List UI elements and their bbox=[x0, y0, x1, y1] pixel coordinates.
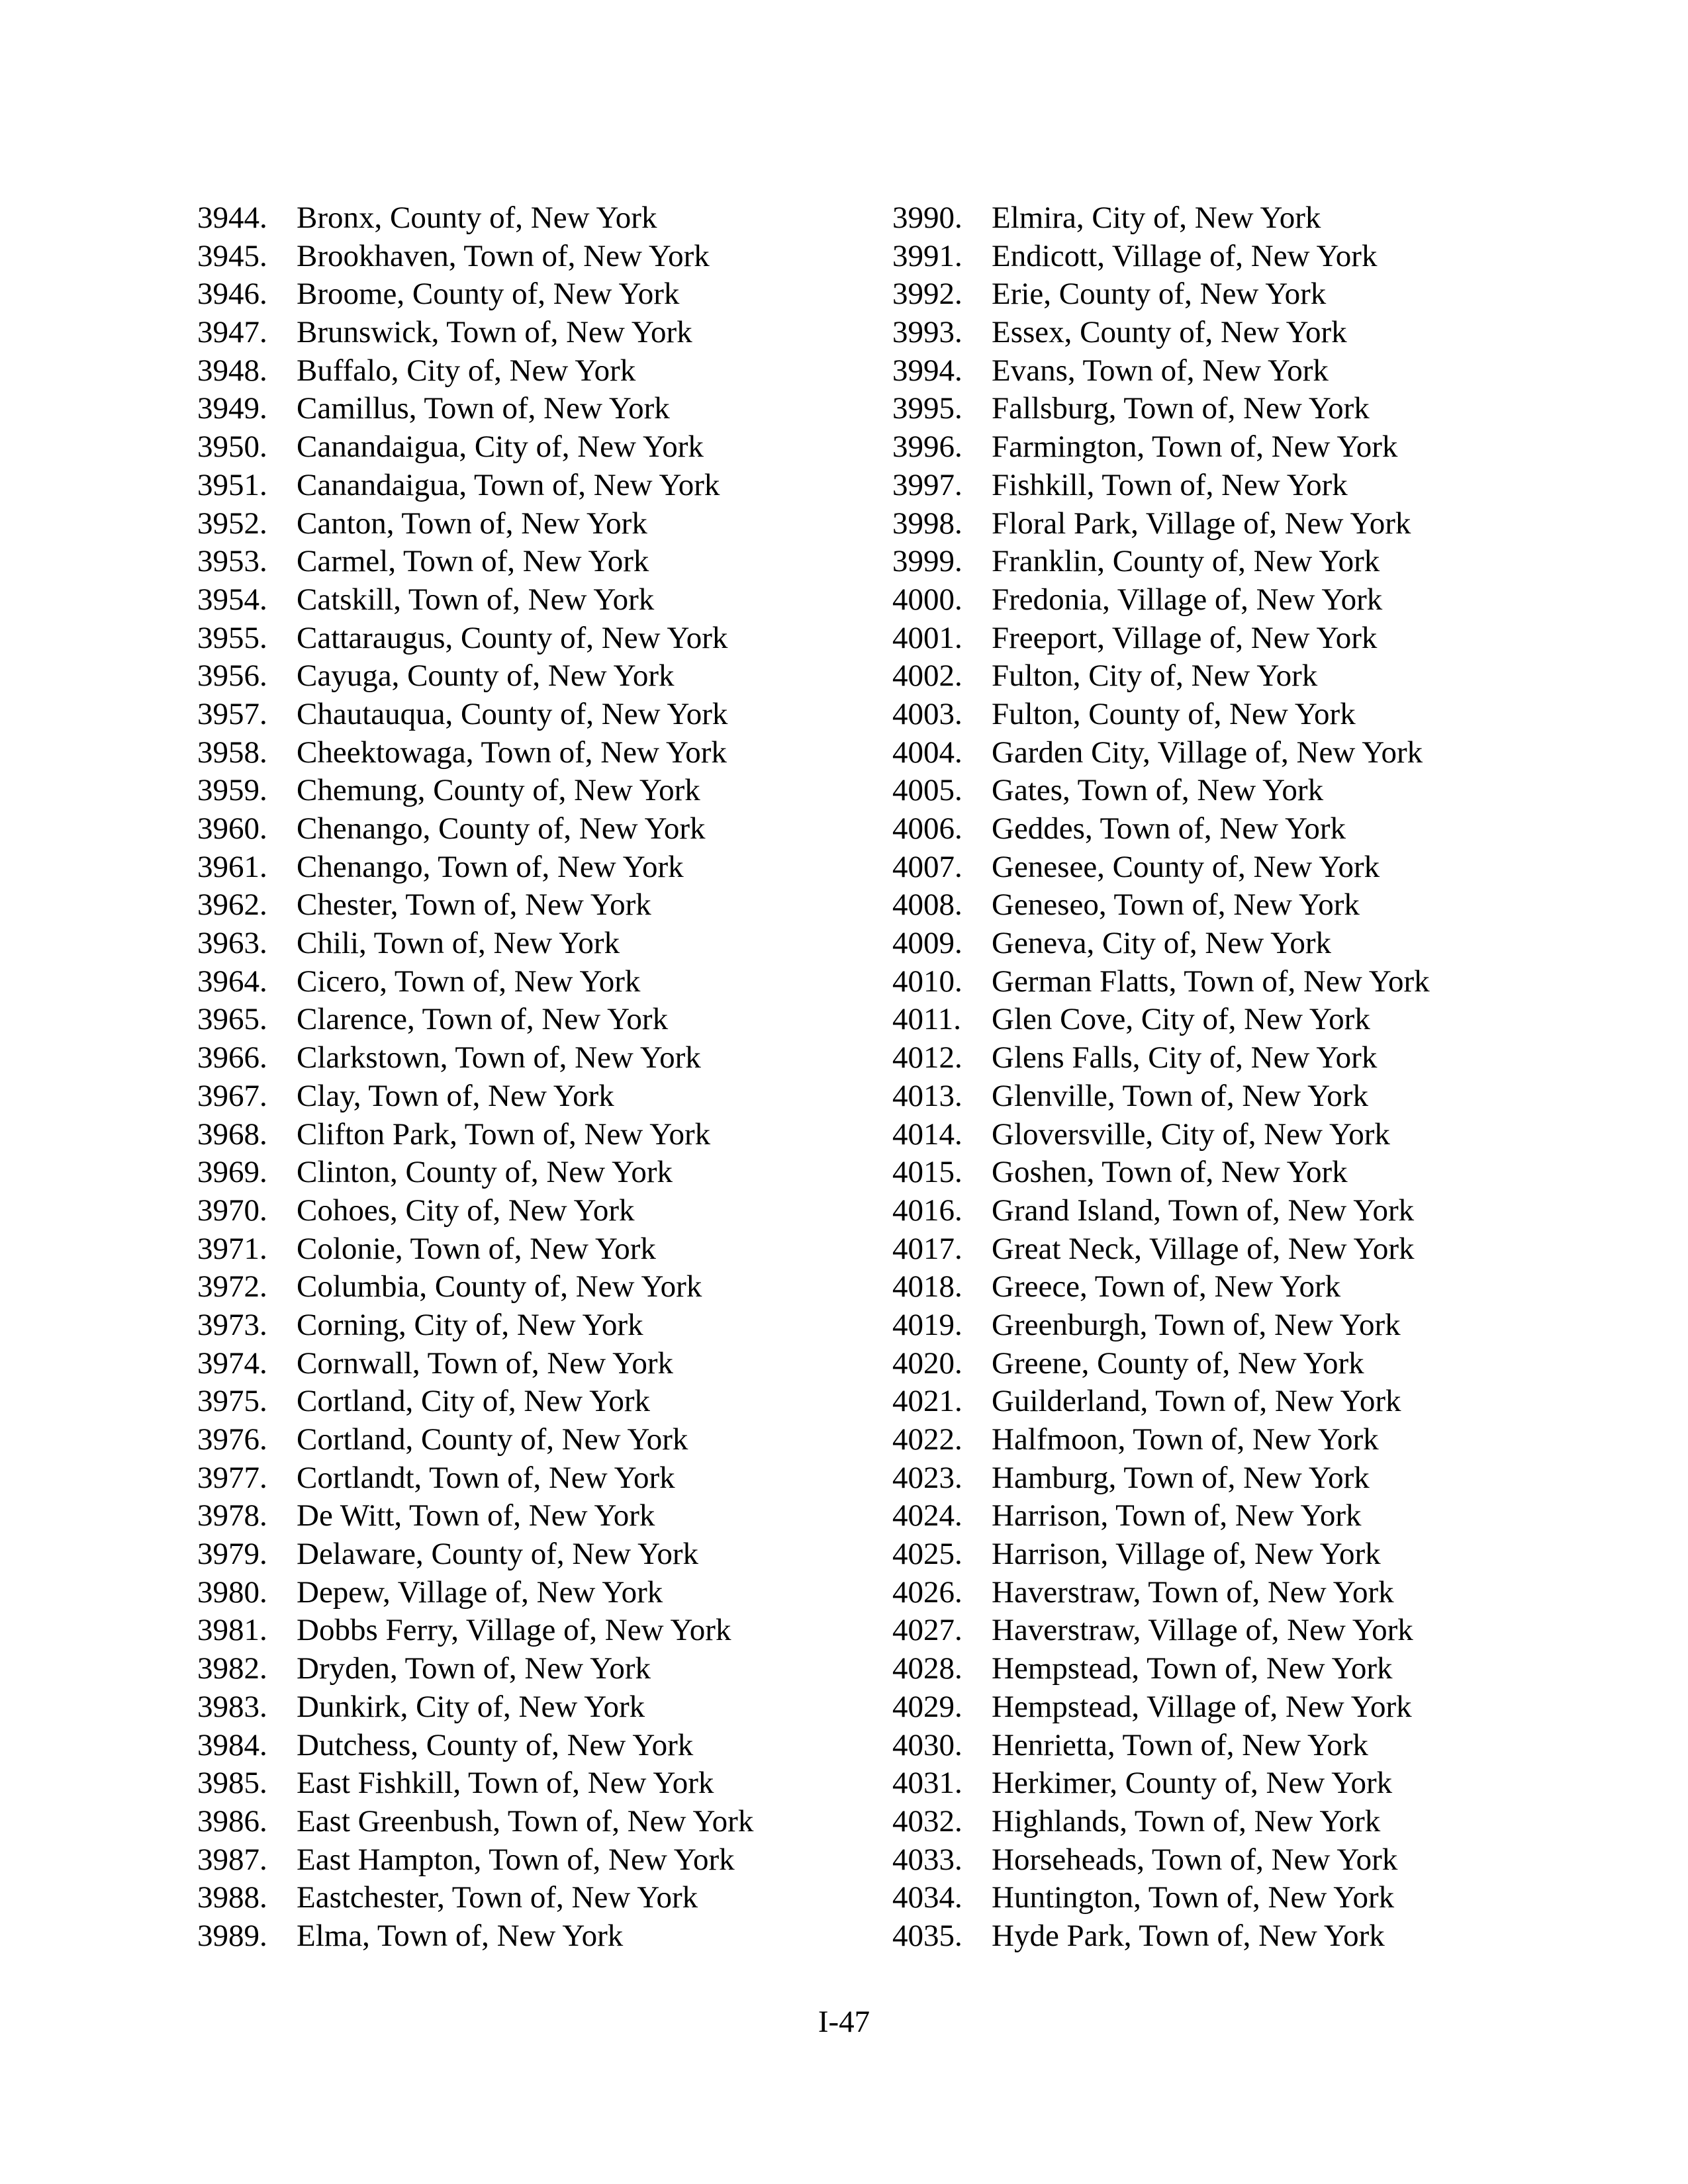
list-item bbox=[197, 1879, 859, 1917]
list-item bbox=[892, 1574, 1554, 1612]
list-item bbox=[197, 1688, 859, 1727]
entry-number: 3980. bbox=[197, 1574, 267, 1610]
list-item bbox=[197, 467, 859, 505]
list-item bbox=[892, 543, 1554, 581]
list-item bbox=[197, 696, 859, 734]
entry-number: 3956. bbox=[197, 659, 267, 694]
entry-number: 3992. bbox=[892, 277, 962, 312]
entry-number: 4011. bbox=[892, 1002, 962, 1037]
entry-name: Fredonia, Village of, New York bbox=[992, 582, 1383, 617]
list-item bbox=[892, 734, 1554, 772]
list-item bbox=[197, 581, 859, 619]
entry-name: Elmira, City of, New York bbox=[992, 201, 1321, 235]
entry-name: Cheektowaga, Town of, New York bbox=[297, 735, 727, 770]
list-item bbox=[197, 1803, 859, 1841]
entry-number: 4032. bbox=[892, 1803, 962, 1839]
entry-number: 3981. bbox=[197, 1613, 267, 1648]
entry-number: 3949. bbox=[197, 391, 267, 426]
entry-number: 3996. bbox=[892, 430, 962, 465]
list-item bbox=[892, 772, 1554, 810]
entry-name: Buffalo, City of, New York bbox=[297, 353, 636, 388]
entry-name: Dutchess, County of, New York bbox=[297, 1727, 694, 1762]
list-item bbox=[197, 1154, 859, 1192]
entry-name: Greene, County of, New York bbox=[992, 1345, 1364, 1381]
list-item bbox=[197, 1535, 859, 1574]
entry-number: 4002. bbox=[892, 659, 962, 694]
entry-name: Bronx, County of, New York bbox=[297, 201, 657, 235]
list-item bbox=[197, 772, 859, 810]
entry-number: 4013. bbox=[892, 1078, 962, 1113]
entry-name: Essex, County of, New York bbox=[992, 315, 1347, 350]
entry-name: Erie, County of, New York bbox=[992, 277, 1327, 312]
entry-name: Geneseo, Town of, New York bbox=[992, 887, 1360, 923]
entry-name: Brunswick, Town of, New York bbox=[297, 315, 692, 350]
list-item bbox=[197, 886, 859, 925]
list-item bbox=[197, 1764, 859, 1803]
list-item bbox=[892, 963, 1554, 1001]
list-item bbox=[197, 390, 859, 428]
list-item bbox=[197, 1230, 859, 1269]
entry-name: Dryden, Town of, New York bbox=[297, 1651, 651, 1686]
entry-name: Cortlandt, Town of, New York bbox=[297, 1460, 675, 1495]
entry-name: Herkimer, County of, New York bbox=[992, 1766, 1393, 1801]
entry-number: 3984. bbox=[197, 1727, 267, 1762]
list-item bbox=[197, 619, 859, 658]
entry-number: 3952. bbox=[197, 506, 267, 541]
list-item bbox=[892, 1459, 1554, 1498]
entry-number: 3947. bbox=[197, 315, 267, 350]
entry-name: Broome, County of, New York bbox=[297, 277, 680, 312]
list-item bbox=[892, 1841, 1554, 1880]
list-item bbox=[197, 543, 859, 581]
entry-number: 4006. bbox=[892, 811, 962, 846]
entry-number: 4029. bbox=[892, 1689, 962, 1724]
entry-number: 3959. bbox=[197, 773, 267, 808]
list-item bbox=[197, 199, 859, 238]
list-item bbox=[892, 467, 1554, 505]
list-item bbox=[892, 1116, 1554, 1154]
entry-name: Haverstraw, Village of, New York bbox=[992, 1613, 1413, 1648]
list-item bbox=[892, 696, 1554, 734]
entry-number: 4031. bbox=[892, 1766, 962, 1801]
list-item bbox=[197, 1306, 859, 1345]
list-item bbox=[197, 925, 859, 963]
entry-name: Harrison, Village of, New York bbox=[992, 1537, 1381, 1572]
entry-name: Depew, Village of, New York bbox=[297, 1574, 663, 1610]
entry-number: 4035. bbox=[892, 1918, 962, 1953]
entry-name: Endicott, Village of, New York bbox=[992, 238, 1378, 273]
list-item bbox=[892, 886, 1554, 925]
entry-number: 3995. bbox=[892, 391, 962, 426]
list-item bbox=[892, 1421, 1554, 1459]
list-item bbox=[197, 314, 859, 352]
entry-name: Farmington, Town of, New York bbox=[992, 430, 1398, 465]
entry-number: 3993. bbox=[892, 315, 962, 350]
entry-name: Halfmoon, Town of, New York bbox=[992, 1422, 1379, 1457]
list-item bbox=[892, 1039, 1554, 1077]
list-item bbox=[892, 1001, 1554, 1039]
entry-name: Carmel, Town of, New York bbox=[297, 544, 649, 579]
entry-number: 3988. bbox=[197, 1880, 267, 1915]
entry-number: 4021. bbox=[892, 1384, 962, 1419]
entry-number: 3946. bbox=[197, 277, 267, 312]
list-item bbox=[892, 1383, 1554, 1421]
entry-number: 3950. bbox=[197, 430, 267, 465]
list-item bbox=[892, 925, 1554, 963]
list-item bbox=[197, 505, 859, 543]
list-item bbox=[892, 1650, 1554, 1688]
entry-name: Colonie, Town of, New York bbox=[297, 1231, 656, 1266]
entry-name: Cortland, County of, New York bbox=[297, 1422, 688, 1457]
entry-number: 4027. bbox=[892, 1613, 962, 1648]
entry-name: Guilderland, Town of, New York bbox=[992, 1384, 1401, 1419]
list-item bbox=[892, 1917, 1554, 1956]
entry-name: Corning, City of, New York bbox=[297, 1307, 643, 1342]
entry-name: Glen Cove, City of, New York bbox=[992, 1002, 1370, 1037]
entry-name: Cortland, City of, New York bbox=[297, 1384, 650, 1419]
entry-number: 4025. bbox=[892, 1537, 962, 1572]
entry-name: Floral Park, Village of, New York bbox=[992, 506, 1411, 541]
entry-number: 3968. bbox=[197, 1116, 267, 1152]
list-item bbox=[892, 1154, 1554, 1192]
list-item bbox=[892, 199, 1554, 238]
entry-number: 3977. bbox=[197, 1460, 267, 1495]
entry-number: 3963. bbox=[197, 926, 267, 961]
right-column-list bbox=[892, 199, 1554, 1956]
list-item bbox=[892, 1345, 1554, 1383]
list-item bbox=[197, 275, 859, 314]
list-item bbox=[892, 238, 1554, 276]
entry-number: 3978. bbox=[197, 1498, 267, 1533]
entry-name: Fallsburg, Town of, New York bbox=[992, 391, 1370, 426]
entry-number: 3976. bbox=[197, 1422, 267, 1457]
entry-number: 4012. bbox=[892, 1040, 962, 1075]
entry-number: 4033. bbox=[892, 1842, 962, 1877]
entry-number: 3979. bbox=[197, 1537, 267, 1572]
entry-number: 4028. bbox=[892, 1651, 962, 1686]
entry-number: 3966. bbox=[197, 1040, 267, 1075]
entry-number: 3957. bbox=[197, 696, 267, 731]
entry-number: 3955. bbox=[197, 620, 267, 655]
entry-name: Glens Falls, City of, New York bbox=[992, 1040, 1378, 1075]
list-item bbox=[197, 1650, 859, 1688]
list-item bbox=[197, 848, 859, 887]
list-item bbox=[197, 1497, 859, 1535]
entry-name: Dobbs Ferry, Village of, New York bbox=[297, 1613, 731, 1648]
entry-name: Haverstraw, Town of, New York bbox=[992, 1574, 1394, 1610]
entry-name: Freeport, Village of, New York bbox=[992, 620, 1378, 655]
entry-name: Gloversville, City of, New York bbox=[992, 1116, 1390, 1152]
entry-number: 4030. bbox=[892, 1727, 962, 1762]
entry-name: Geneva, City of, New York bbox=[992, 926, 1332, 961]
entry-name: Brookhaven, Town of, New York bbox=[297, 238, 710, 273]
entry-number: 3982. bbox=[197, 1651, 267, 1686]
entry-name: Chenango, County of, New York bbox=[297, 811, 706, 846]
entry-number: 3945. bbox=[197, 238, 267, 273]
entry-name: East Greenbush, Town of, New York bbox=[297, 1803, 754, 1839]
list-item bbox=[197, 1459, 859, 1498]
entry-number: 4022. bbox=[892, 1422, 962, 1457]
entry-number: 4000. bbox=[892, 582, 962, 617]
list-item bbox=[892, 657, 1554, 696]
entry-name: Huntington, Town of, New York bbox=[992, 1880, 1395, 1915]
entry-name: Cayuga, County of, New York bbox=[297, 659, 675, 694]
entry-number: 4003. bbox=[892, 696, 962, 731]
list-item bbox=[892, 275, 1554, 314]
entry-number: 3985. bbox=[197, 1766, 267, 1801]
list-item bbox=[197, 1345, 859, 1383]
list-item bbox=[892, 428, 1554, 467]
entry-name: Hempstead, Village of, New York bbox=[992, 1689, 1412, 1724]
entry-number: 3971. bbox=[197, 1231, 267, 1266]
list-item bbox=[197, 1001, 859, 1039]
entry-name: Chemung, County of, New York bbox=[297, 773, 700, 808]
list-item bbox=[197, 1077, 859, 1116]
list-item bbox=[197, 1841, 859, 1880]
list-item bbox=[197, 1612, 859, 1650]
list-item bbox=[197, 1917, 859, 1956]
entry-number: 4034. bbox=[892, 1880, 962, 1915]
list-item bbox=[892, 810, 1554, 848]
list-item bbox=[892, 1192, 1554, 1230]
entry-name: Columbia, County of, New York bbox=[297, 1269, 702, 1304]
entry-number: 3969. bbox=[197, 1155, 267, 1190]
entry-name: Evans, Town of, New York bbox=[992, 353, 1329, 388]
entry-name: Eastchester, Town of, New York bbox=[297, 1880, 698, 1915]
entry-name: Fulton, County of, New York bbox=[992, 696, 1356, 731]
list-item bbox=[892, 1268, 1554, 1306]
list-item bbox=[892, 1497, 1554, 1535]
entry-number: 3991. bbox=[892, 238, 962, 273]
entry-name: Dunkirk, City of, New York bbox=[297, 1689, 645, 1724]
entry-name: Elma, Town of, New York bbox=[297, 1918, 624, 1953]
entry-number: 3958. bbox=[197, 735, 267, 770]
entry-name: Clifton Park, Town of, New York bbox=[297, 1116, 711, 1152]
entry-name: Chenango, Town of, New York bbox=[297, 849, 684, 884]
list-item bbox=[197, 1383, 859, 1421]
entry-name: Hempstead, Town of, New York bbox=[992, 1651, 1393, 1686]
entry-number: 4005. bbox=[892, 773, 962, 808]
entry-number: 3986. bbox=[197, 1803, 267, 1839]
entry-number: 4019. bbox=[892, 1307, 962, 1342]
entry-name: East Fishkill, Town of, New York bbox=[297, 1766, 714, 1801]
entry-name: Great Neck, Village of, New York bbox=[992, 1231, 1415, 1266]
list-item bbox=[892, 1306, 1554, 1345]
list-item bbox=[892, 1612, 1554, 1650]
list-item bbox=[197, 428, 859, 467]
entry-name: Highlands, Town of, New York bbox=[992, 1803, 1381, 1839]
entry-name: Greenburgh, Town of, New York bbox=[992, 1307, 1401, 1342]
entry-number: 4026. bbox=[892, 1574, 962, 1610]
entry-number: 3974. bbox=[197, 1345, 267, 1381]
entry-name: Delaware, County of, New York bbox=[297, 1537, 698, 1572]
list-item bbox=[197, 657, 859, 696]
entry-number: 3997. bbox=[892, 467, 962, 502]
list-item bbox=[892, 1077, 1554, 1116]
list-item bbox=[197, 963, 859, 1001]
list-item bbox=[892, 619, 1554, 658]
entry-number: 3983. bbox=[197, 1689, 267, 1724]
list-item bbox=[892, 314, 1554, 352]
entry-name: Clarkstown, Town of, New York bbox=[297, 1040, 701, 1075]
list-item bbox=[892, 1803, 1554, 1841]
list-item bbox=[892, 390, 1554, 428]
entry-name: Hamburg, Town of, New York bbox=[992, 1460, 1370, 1495]
entry-number: 3990. bbox=[892, 201, 962, 235]
entry-number: 3972. bbox=[197, 1269, 267, 1304]
list-item bbox=[892, 1764, 1554, 1803]
entry-name: Clinton, County of, New York bbox=[297, 1155, 673, 1190]
entry-name: Henrietta, Town of, New York bbox=[992, 1727, 1368, 1762]
entry-name: Canandaigua, Town of, New York bbox=[297, 467, 720, 502]
entry-number: 4023. bbox=[892, 1460, 962, 1495]
list-item bbox=[197, 352, 859, 390]
entry-number: 3975. bbox=[197, 1384, 267, 1419]
list-item bbox=[197, 238, 859, 276]
list-item bbox=[197, 1727, 859, 1765]
entry-number: 4015. bbox=[892, 1155, 962, 1190]
entry-name: Genesee, County of, New York bbox=[992, 849, 1380, 884]
entry-name: Garden City, Village of, New York bbox=[992, 735, 1423, 770]
entry-number: 3961. bbox=[197, 849, 267, 884]
entry-name: Cicero, Town of, New York bbox=[297, 964, 641, 999]
list-item bbox=[892, 505, 1554, 543]
entry-name: Fishkill, Town of, New York bbox=[992, 467, 1348, 502]
entry-number: 4014. bbox=[892, 1116, 962, 1152]
entry-name: Chautauqua, County of, New York bbox=[297, 696, 728, 731]
entry-name: Canandaigua, City of, New York bbox=[297, 430, 704, 465]
entry-name: Fulton, City of, New York bbox=[992, 659, 1318, 694]
entry-number: 4020. bbox=[892, 1345, 962, 1381]
entry-name: Harrison, Town of, New York bbox=[992, 1498, 1362, 1533]
entry-name: Hyde Park, Town of, New York bbox=[992, 1918, 1385, 1953]
entry-number: 4009. bbox=[892, 926, 962, 961]
entry-number: 3964. bbox=[197, 964, 267, 999]
list-item bbox=[892, 1230, 1554, 1269]
entry-name: Horseheads, Town of, New York bbox=[992, 1842, 1398, 1877]
list-item bbox=[197, 810, 859, 848]
entry-number: 4008. bbox=[892, 887, 962, 923]
entry-number: 3965. bbox=[197, 1002, 267, 1037]
entry-number: 4024. bbox=[892, 1498, 962, 1533]
left-column-list bbox=[197, 199, 859, 1956]
entry-number: 4010. bbox=[892, 964, 962, 999]
entry-number: 3970. bbox=[197, 1193, 267, 1228]
list-item bbox=[892, 581, 1554, 619]
entry-number: 4018. bbox=[892, 1269, 962, 1304]
entry-number: 3994. bbox=[892, 353, 962, 388]
list-item bbox=[892, 848, 1554, 887]
entry-name: De Witt, Town of, New York bbox=[297, 1498, 655, 1533]
entry-name: Canton, Town of, New York bbox=[297, 506, 647, 541]
entry-name: Grand Island, Town of, New York bbox=[992, 1193, 1415, 1228]
list-item bbox=[892, 1535, 1554, 1574]
entry-number: 3953. bbox=[197, 544, 267, 579]
entry-number: 4001. bbox=[892, 620, 962, 655]
entry-number: 3999. bbox=[892, 544, 962, 579]
entry-number: 4004. bbox=[892, 735, 962, 770]
entry-name: East Hampton, Town of, New York bbox=[297, 1842, 735, 1877]
entry-number: 3948. bbox=[197, 353, 267, 388]
entry-number: 3962. bbox=[197, 887, 267, 923]
list-item bbox=[197, 1268, 859, 1306]
entry-name: Cornwall, Town of, New York bbox=[297, 1345, 673, 1381]
entry-number: 3960. bbox=[197, 811, 267, 846]
entry-number: 4016. bbox=[892, 1193, 962, 1228]
entry-number: 4017. bbox=[892, 1231, 962, 1266]
list-item bbox=[892, 1688, 1554, 1727]
entry-name: Camillus, Town of, New York bbox=[297, 391, 670, 426]
entry-number: 3973. bbox=[197, 1307, 267, 1342]
entry-name: Clarence, Town of, New York bbox=[297, 1002, 669, 1037]
list-item bbox=[197, 1039, 859, 1077]
entry-name: Chili, Town of, New York bbox=[297, 926, 620, 961]
entry-name: German Flatts, Town of, New York bbox=[992, 964, 1430, 999]
entry-number: 3951. bbox=[197, 467, 267, 502]
entry-number: 3944. bbox=[197, 201, 267, 235]
entry-name: Glenville, Town of, New York bbox=[992, 1078, 1368, 1113]
entry-number: 3998. bbox=[892, 506, 962, 541]
entry-name: Greece, Town of, New York bbox=[992, 1269, 1341, 1304]
list-item bbox=[197, 1116, 859, 1154]
list-item bbox=[892, 1727, 1554, 1765]
entry-number: 4007. bbox=[892, 849, 962, 884]
entry-number: 3954. bbox=[197, 582, 267, 617]
list-item bbox=[197, 1421, 859, 1459]
page-number: I-47 bbox=[818, 2005, 870, 2039]
list-item bbox=[197, 1192, 859, 1230]
entry-name: Cohoes, City of, New York bbox=[297, 1193, 635, 1228]
list-item bbox=[197, 734, 859, 772]
entry-name: Gates, Town of, New York bbox=[992, 773, 1324, 808]
entry-name: Goshen, Town of, New York bbox=[992, 1155, 1348, 1190]
entry-name: Franklin, County of, New York bbox=[992, 544, 1380, 579]
entry-name: Catskill, Town of, New York bbox=[297, 582, 655, 617]
list-item bbox=[892, 352, 1554, 390]
entry-name: Clay, Town of, New York bbox=[297, 1078, 614, 1113]
entry-name: Cattaraugus, County of, New York bbox=[297, 620, 728, 655]
list-item bbox=[892, 1879, 1554, 1917]
entry-number: 3967. bbox=[197, 1078, 267, 1113]
list-item bbox=[197, 1574, 859, 1612]
entry-number: 3989. bbox=[197, 1918, 267, 1953]
entry-number: 3987. bbox=[197, 1842, 267, 1877]
entry-name: Geddes, Town of, New York bbox=[992, 811, 1346, 846]
entry-name: Chester, Town of, New York bbox=[297, 887, 651, 923]
